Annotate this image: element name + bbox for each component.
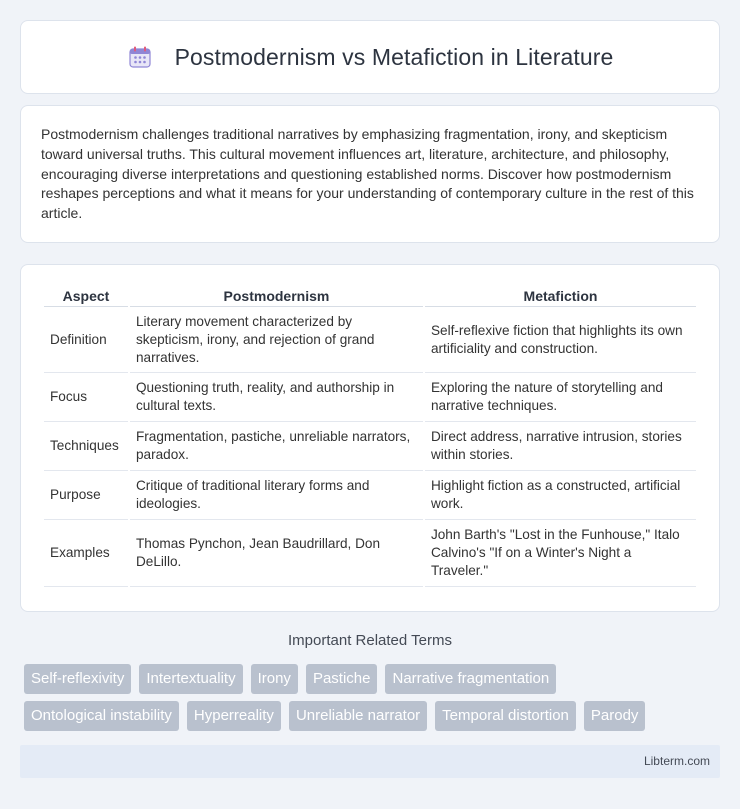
- footer: [20, 745, 720, 778]
- footer-site-link[interactable]: Libterm.com: [643, 754, 710, 768]
- term-chip-ontological-instability[interactable]: Ontological instability: [24, 701, 179, 731]
- term-chip-intertextuality[interactable]: Intertextuality: [139, 664, 242, 694]
- term-chip-irony[interactable]: Irony: [251, 664, 298, 694]
- page-title: Postmodernism vs Metafiction in Literature: [174, 43, 614, 70]
- table-row: [44, 520, 696, 587]
- table-row: [44, 307, 696, 373]
- calendar-icon: [127, 44, 153, 70]
- related-terms-heading: Important Related Terms: [288, 632, 452, 649]
- table-row: [44, 373, 696, 422]
- table-row: [44, 422, 696, 471]
- postmodernism-cell: Literary movement characterized by skepticism, irony, and rejection of grand narratives.: [130, 307, 423, 373]
- column-header-postmodernism: Postmodernism: [130, 285, 423, 307]
- metafiction-cell: Exploring the nature of storytelling and narrative techniques.: [425, 373, 696, 422]
- column-header-metafiction: Metafiction: [425, 285, 696, 307]
- aspect-cell: Examples: [44, 520, 128, 587]
- metafiction-cell: John Barth's "Lost in the Funhouse," Italo Calvino's "If on a Winter's Night a Traveler.": [425, 520, 696, 587]
- term-chip-self-reflexivity[interactable]: Self-reflexivity: [24, 664, 131, 694]
- table-row: [44, 471, 696, 520]
- aspect-cell: Definition: [44, 307, 128, 373]
- aspect-cell: Focus: [44, 373, 128, 422]
- postmodernism-cell: Critique of traditional literary forms and ideologies.: [130, 471, 423, 520]
- column-header-aspect: Aspect: [44, 285, 128, 307]
- intro-paragraph: Postmodernism challenges traditional narratives by emphasizing fragmentation, irony, and skepticism toward universal truths. This cultural movement influences art, literature, architecture, and philosophy, encouraging diverse interpretations and questioning established norms. Discover how postmodernism reshapes perceptions and what it means for your understanding of contemporary culture in the rest of this article.: [41, 126, 694, 222]
- postmodernism-cell: Questioning truth, reality, and authorship in cultural texts.: [130, 373, 423, 422]
- metafiction-cell: Direct address, narrative intrusion, stories within stories.: [425, 422, 696, 471]
- title-card: [20, 20, 720, 94]
- comparison-table: [42, 285, 698, 587]
- aspect-cell: Purpose: [44, 471, 128, 520]
- intro-card: [20, 105, 720, 243]
- term-chip-hyperreality[interactable]: Hyperreality: [187, 701, 281, 731]
- postmodernism-cell: Thomas Pynchon, Jean Baudrillard, Don DeLillo.: [130, 520, 423, 587]
- term-chip-pastiche[interactable]: Pastiche: [306, 664, 378, 694]
- metafiction-cell: Self-reflexive fiction that highlights its own artificiality and construction.: [425, 307, 696, 373]
- related-terms-row: [24, 701, 653, 731]
- aspect-cell: Techniques: [44, 422, 128, 471]
- table-header-row: [44, 285, 696, 307]
- term-chip-temporal-distortion[interactable]: Temporal distortion: [435, 701, 576, 731]
- term-chip-narrative-fragmentation[interactable]: Narrative fragmentation: [385, 664, 556, 694]
- term-chip-parody[interactable]: Parody: [584, 701, 646, 731]
- postmodernism-cell: Fragmentation, pastiche, unreliable narrators, paradox.: [130, 422, 423, 471]
- metafiction-cell: Highlight fiction as a constructed, artificial work.: [425, 471, 696, 520]
- term-chip-unreliable-narrator[interactable]: Unreliable narrator: [289, 701, 427, 731]
- comparison-card: [20, 264, 720, 612]
- related-terms-row: [24, 664, 564, 694]
